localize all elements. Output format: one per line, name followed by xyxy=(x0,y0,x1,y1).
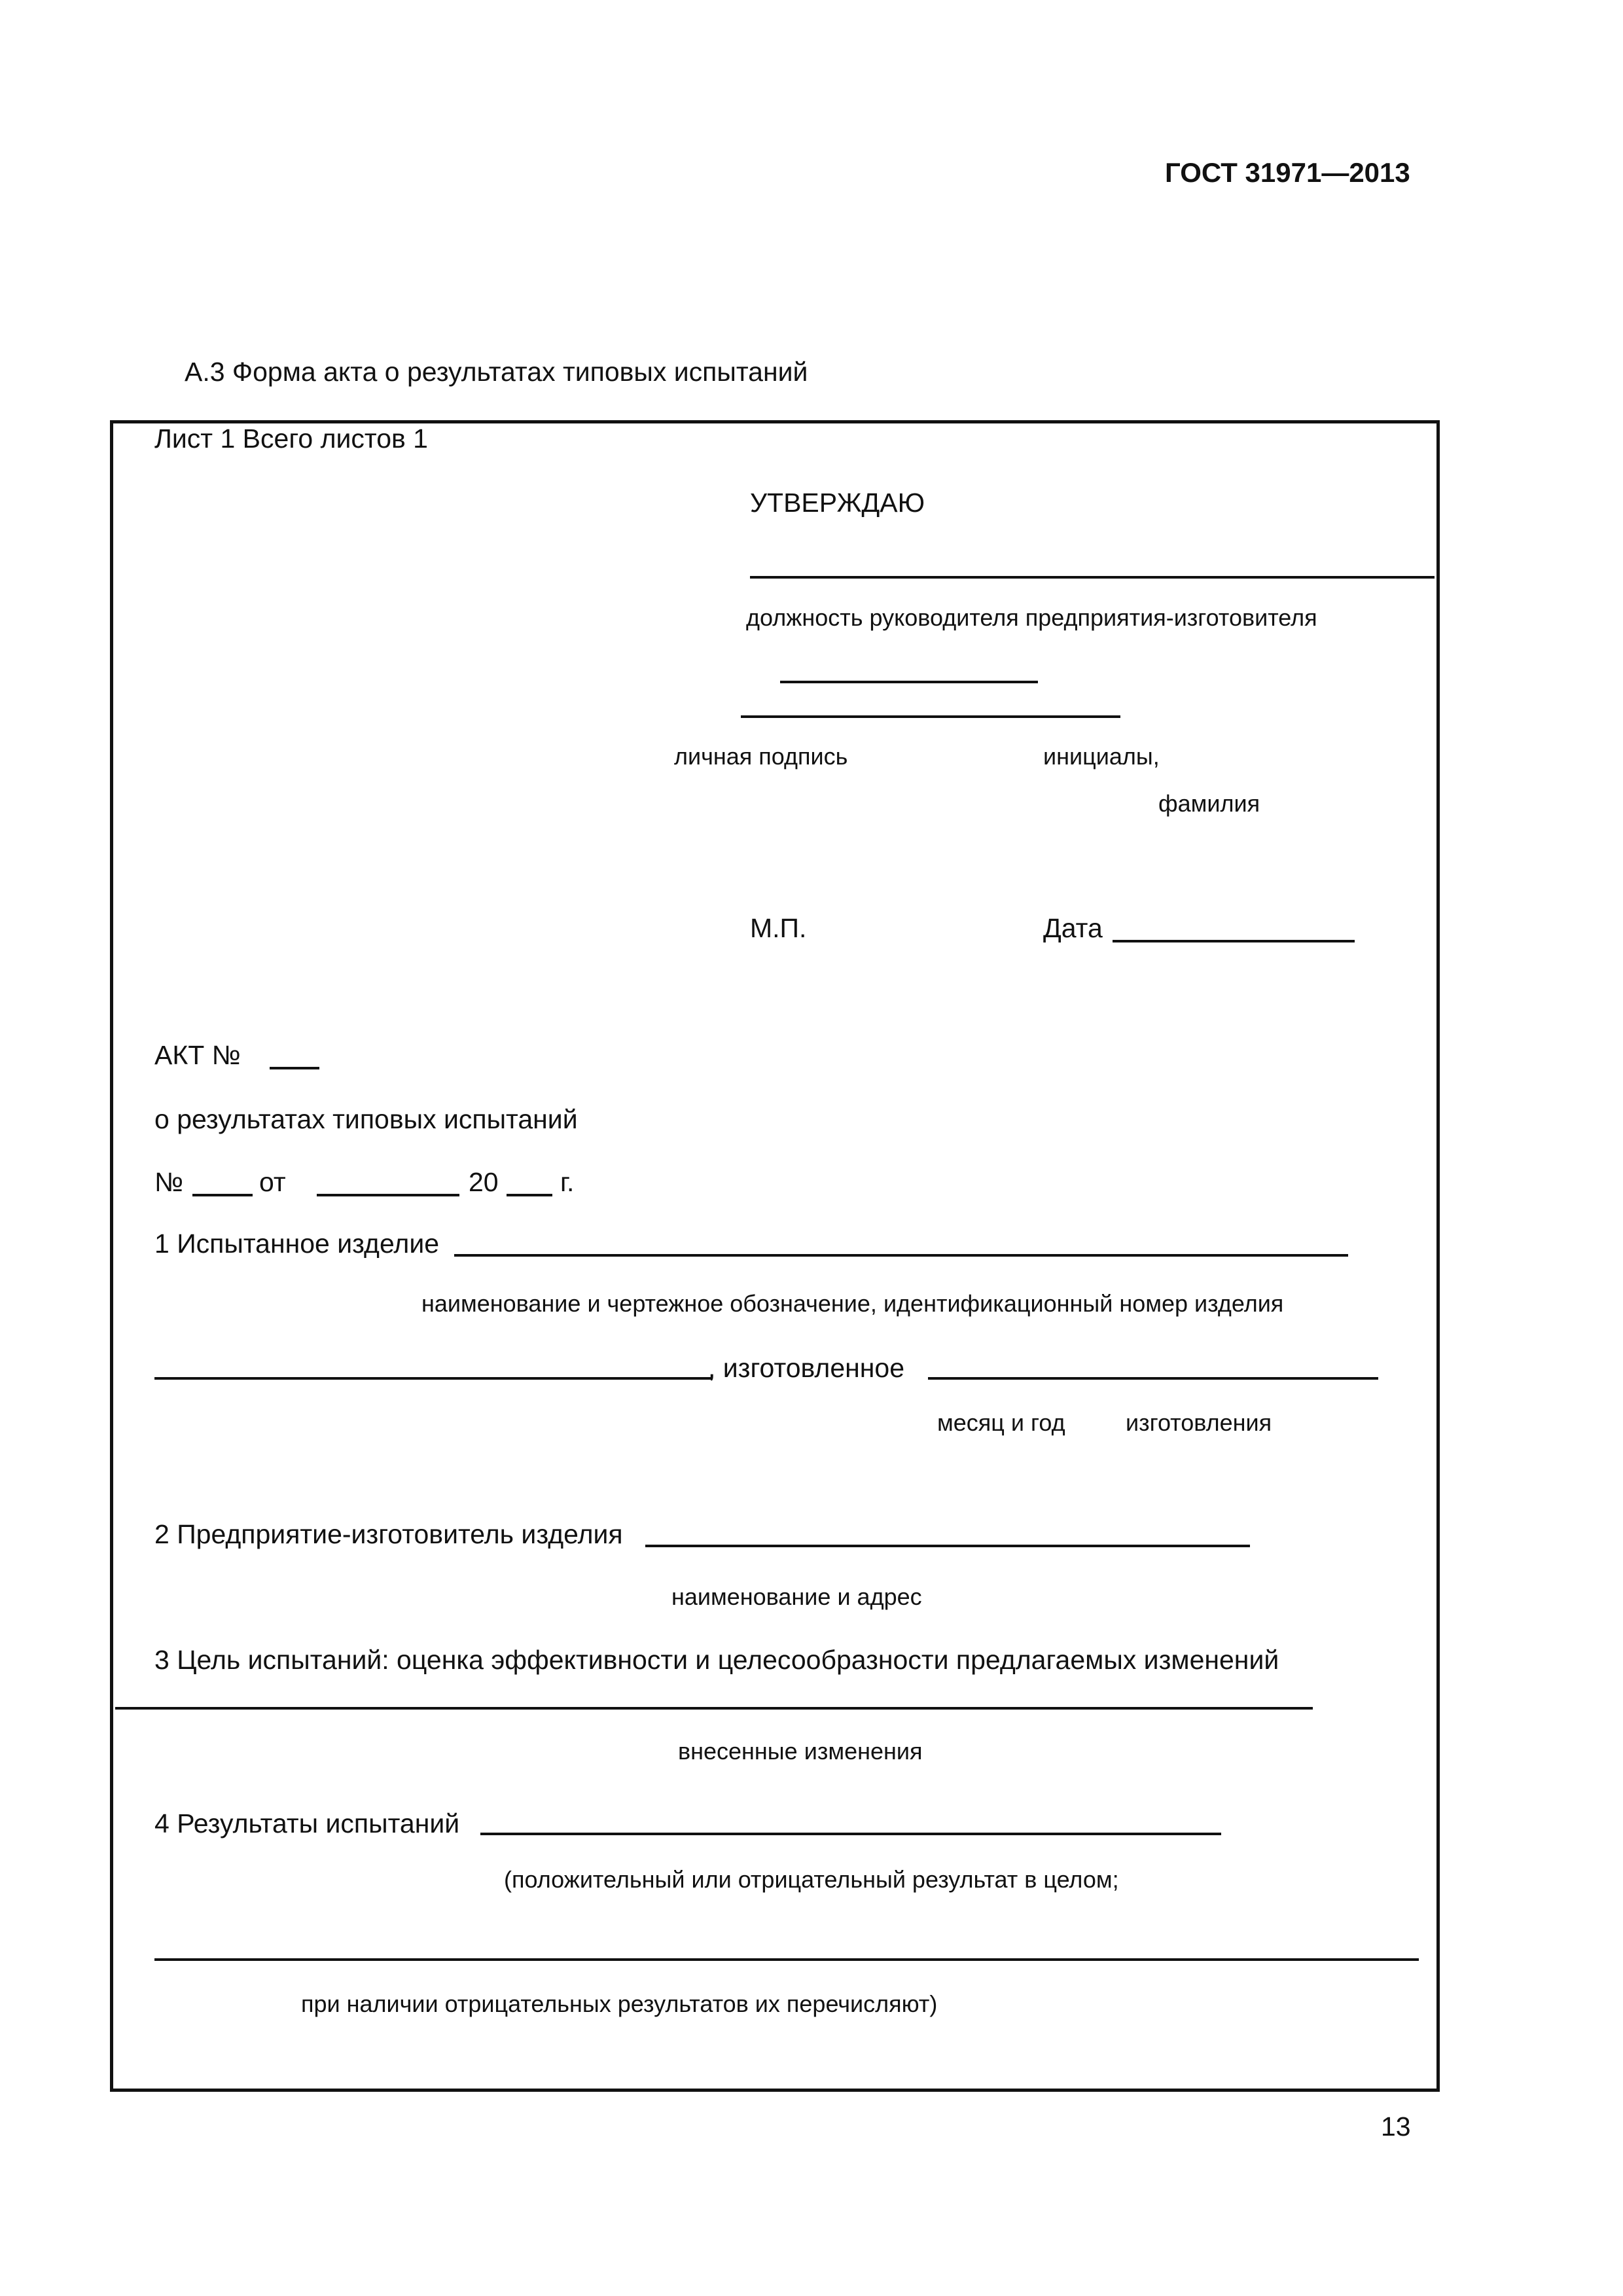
year-suffix: г. xyxy=(560,1167,575,1197)
month-year-caption: месяц и год xyxy=(937,1409,1065,1436)
position-caption: должность руководителя предприятия-изготовителя xyxy=(746,604,1317,631)
item2-caption: наименование и адрес xyxy=(671,1583,922,1610)
manufactured-label: , изготовленное xyxy=(708,1353,905,1383)
item4-label: 4 Результаты испытаний xyxy=(154,1808,460,1839)
approve-label: УТВЕРЖДАЮ xyxy=(750,488,925,518)
document-code: ГОСТ 31971—2013 xyxy=(1165,157,1410,188)
item1-caption: наименование и чертежное обозначение, идентификационный номер изделия xyxy=(421,1290,1284,1317)
item4-line[interactable] xyxy=(480,1833,1221,1835)
surname-caption: фамилия xyxy=(1158,790,1260,817)
item4-details-line[interactable] xyxy=(154,1958,1419,1961)
date-day-line[interactable] xyxy=(317,1194,459,1196)
signature-caption: личная подпись xyxy=(674,743,848,770)
item1-name-line[interactable] xyxy=(154,1377,712,1380)
number-label: № xyxy=(154,1167,183,1197)
page-number: 13 xyxy=(1381,2111,1411,2142)
initials-caption: инициалы, xyxy=(1043,743,1160,770)
year-label: 20 xyxy=(469,1167,499,1197)
item4-caption-list: при наличии отрицательных результатов их перечисляют) xyxy=(301,1990,938,2017)
item1-line[interactable] xyxy=(454,1254,1348,1257)
item1-label: 1 Испытанное изделие xyxy=(154,1229,440,1259)
manufactured-line[interactable] xyxy=(928,1377,1378,1380)
seal-label: М.П. xyxy=(750,913,807,943)
date-label: Дата xyxy=(1043,913,1103,943)
item2-line[interactable] xyxy=(645,1545,1250,1547)
signature-line[interactable] xyxy=(741,715,1120,718)
short-signature-line[interactable] xyxy=(780,681,1038,683)
item2-label: 2 Предприятие-изготовитель изделия xyxy=(154,1519,623,1549)
item4-caption-positive-negative: (положительный или отрицательный результат в целом; xyxy=(504,1866,1119,1893)
manufacture-caption: изготовления xyxy=(1126,1409,1272,1436)
position-line[interactable] xyxy=(750,576,1435,579)
sheet-info: Лист 1 Всего листов 1 xyxy=(154,423,428,454)
year-line[interactable] xyxy=(507,1194,552,1196)
from-label: от xyxy=(259,1167,286,1197)
item3-label: 3 Цель испытаний: оценка эффективности и целесообразности предлагаемых изменений xyxy=(154,1645,1279,1675)
item3-caption: внесенные изменения xyxy=(678,1738,923,1765)
section-title: А.3 Форма акта о результатах типовых испытаний xyxy=(185,357,808,387)
act-subtitle: о результатах типовых испытаний xyxy=(154,1104,578,1134)
number-line[interactable] xyxy=(192,1194,253,1196)
item3-line[interactable] xyxy=(115,1707,1313,1710)
act-number-line[interactable] xyxy=(270,1067,319,1069)
act-title: АКТ № xyxy=(154,1040,241,1070)
date-line[interactable] xyxy=(1113,940,1355,942)
